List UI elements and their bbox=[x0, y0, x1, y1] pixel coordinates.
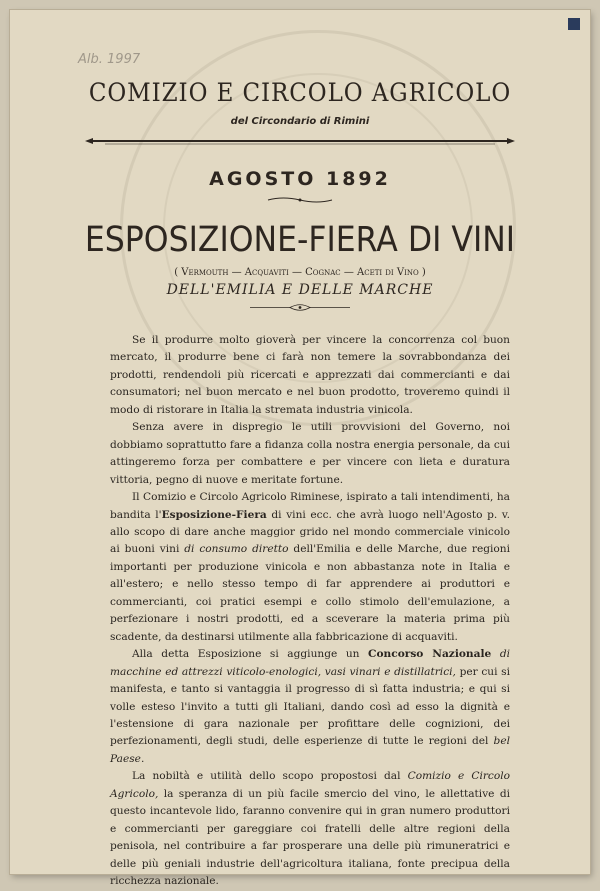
title-ornament bbox=[246, 303, 354, 312]
header-subtitle: del Circondario di Rimini bbox=[230, 116, 370, 127]
paragraph-1: Se il produrre molto gioverà per vincere la concorrenza col buon mercato, il produrre bene ci farà non temere la sovrabbondanza dei prodotti, rendendoli più ricercati e apprezzati dai commercianti e dai consumatori; nel buon mercato e nel buon prodotto, troveremo quindi il modo di ristorare in Italia la stremata industria vinicola. bbox=[110, 334, 510, 416]
paragraph-2: Senza avere in dispregio le utili provvisioni del Governo, noi dobbiamo soprattutto fare a fidanza colla nostra energia personale, da cui attingeremo forza per combattere e per vincere con lieta e duratura vittoria, pegno di nuove e meritate fortune. bbox=[110, 421, 510, 486]
date-heading: AGOSTO 1892 bbox=[209, 168, 391, 190]
region-subtitle: DELL'EMILIA E DELLE MARCHE bbox=[166, 282, 434, 298]
body-text bbox=[110, 332, 510, 891]
main-title: ESPOSIZIONE-FIERA DI VINI bbox=[84, 220, 516, 260]
products-subtitle: ( Vermouth — Acquaviti — Cognac — Aceti di Vino ) bbox=[174, 267, 426, 278]
date-ornament bbox=[266, 196, 334, 204]
header-ornamental-rule bbox=[85, 136, 515, 146]
paragraph-3: Il Comizio e Circolo Agricolo Riminese, ispirato a tali intendimenti, ha bandita l'Esposizione-Fiera di vini ecc. che avrà luogo nell'Agosto p. v. allo scopo di dare anche maggior grido nel mondo commerciale vinicolo ai buoni vini di consumo diretto dell'Emilia e delle Marche, due regioni importanti per produzione vinicola e non abbastanza note in Italia e all'estero; e nello stesso tempo di far apprendere ai produttori e commercianti, coi pratici esempi e collo stimolo dell'emulazione, a perfezionare i nostri prodotti, ed a sceverare la materia prima più scadente, da destinarsi utilmente alla fabbricazione di acquaviti. bbox=[110, 491, 510, 643]
paragraph-4: Alla detta Esposizione si aggiunge un Concorso Nazionale di macchine ed attrezzi viticolo-enologici, vasi vinari e distillatrici, per cui si manifesta, e tanto si vantaggia il progresso di sì fatta industria; e qui si volle esteso l'invito a tutti gli Italiani, dando così ad esso la dignità e l'estensione di gara nazionale per profittare delle cognizioni, dei perfezionamenti, degli studi, delle esperienze di tutte le regioni del bel Paese. bbox=[110, 648, 510, 765]
archive-handwritten-mark: Alb. 1997 bbox=[78, 52, 141, 67]
corner-marker bbox=[568, 18, 580, 30]
paragraph-5: La nobiltà e utilità dello scopo propostosi dal Comizio e Circolo Agricolo, la speranza di un più facile smercio del vino, le allettative di questo incantevole lido, faranno convenire qui in gran numero produttori e commercianti per gareggiare coi fratelli delle altre regioni della penisola, nel contribuire a far prosperare una delle più rimuneratrici e delle più geniali industrie dell'agricoltura italiana, fonte precipua della ricchezza nazionale. bbox=[110, 770, 510, 888]
header-title: COMIZIO E CIRCOLO AGRICOLO bbox=[88, 78, 512, 107]
document-page bbox=[10, 10, 590, 888]
